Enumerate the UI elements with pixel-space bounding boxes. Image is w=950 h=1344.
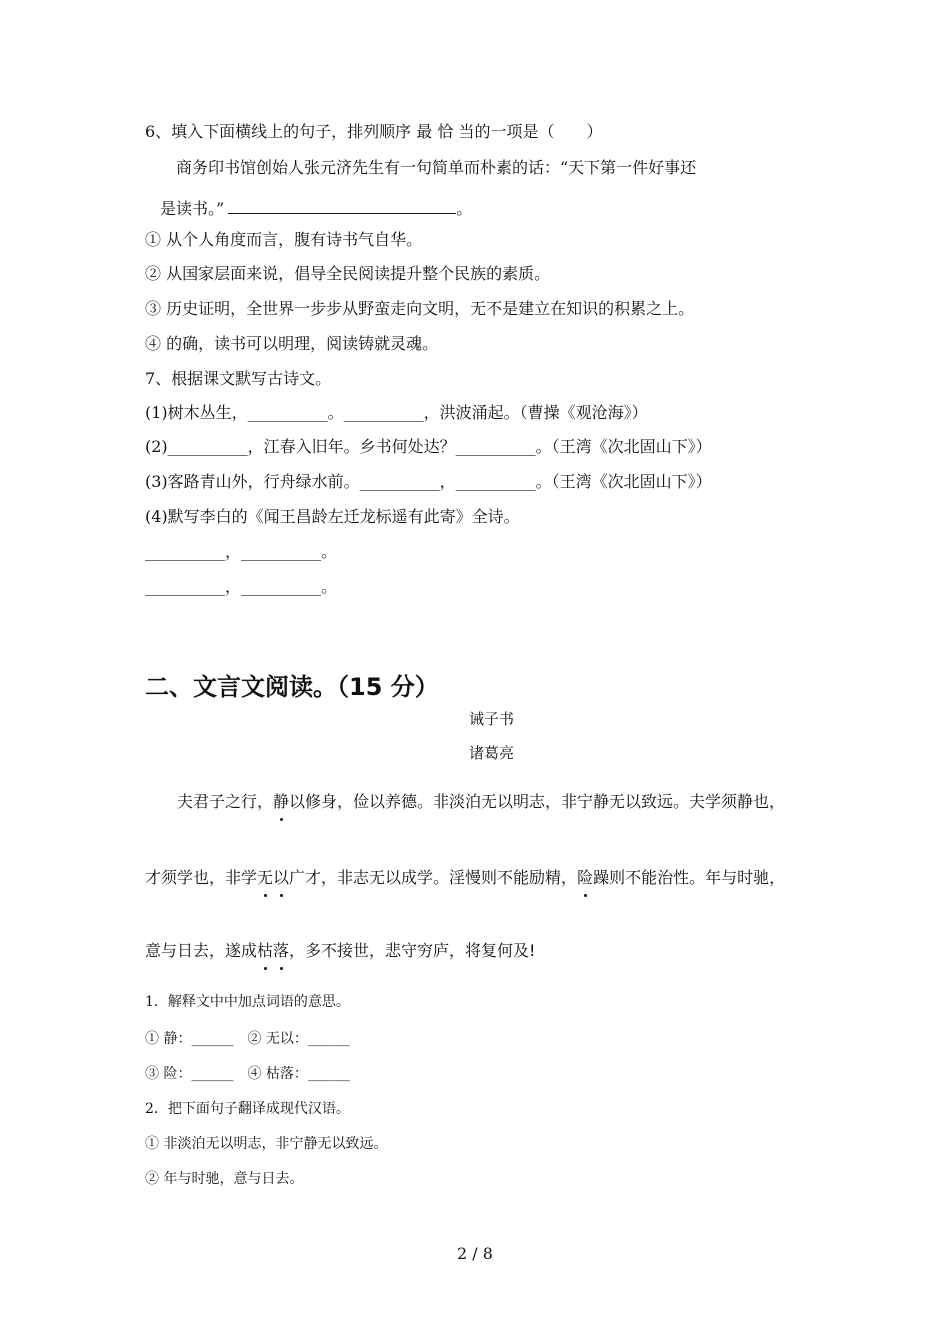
s2-question-1-line2: ③ 险：______ ④ 枯落：______ [145,1066,350,1082]
q7-item-1: (1)树木丛生，__________。__________，洪波涌起。（曹操《观沧海》） [145,403,648,422]
text-segment: 广才，非志无以成学。淫慢则不能励精， [289,868,578,887]
q7-item-2: (2)__________，江春入旧年。乡书何处达？__________。（王湾《次北固山下》） [145,437,712,456]
q7-item-4: (4)默写李白的《闻王昌龄左迁龙标遥有此寄》全诗。 [145,507,520,526]
article-paragraph-line3 [145,938,535,961]
section-heading: 二、文言文阅读。（15 分） [145,673,439,701]
q6-passage-line2 [160,197,472,220]
text-segment: 以修身，俭以养德。非淡泊无以明志，非宁静无以致远。夫学须静也， [289,792,786,811]
article-paragraph-line1 [177,789,785,812]
text-segment: 夫君子之行， [177,792,274,811]
text-segment: 躁则不能治性。年与时驰， [593,868,786,887]
s2-question-2-item-1: ① 非淡泊无以明志，非宁静无以致远。 [145,1136,388,1152]
text-segment: 才须学也，非学 [145,868,258,887]
dotted-word: 险 [577,865,593,888]
article-title: 诫子书 [468,710,514,728]
q6-title: 6、填入下面横线上的句子，排列顺序 最 恰 当的一项是（ ） [145,122,603,141]
dotted-word: 静 [273,789,289,812]
q6-answer-blank [228,197,456,214]
dotted-word: 无 [257,865,273,888]
article-author: 诸葛亮 [468,744,514,762]
s2-question-2: 2．把下面句子翻译成现代汉语。 [145,1101,350,1117]
q6-passage-line1: 商务印书馆创始人张元济先生有一句简单而朴素的话：“天下第一件好事还 [176,158,697,177]
q6-option-1: ① 从个人角度而言，腹有诗书气自华。 [145,230,423,249]
q7-poem-line-2: __________，__________。 [145,577,338,596]
q6-passage-text: 是读书。” [160,199,225,218]
q7-poem-line-1: __________，__________。 [145,542,338,561]
q6-option-3: ③ 历史证明，全世界一步步从野蛮走向文明，无不是建立在知识的积累之上。 [145,299,695,318]
dotted-word: 落 [273,938,289,961]
q6-option-2: ② 从国家层面来说，倡导全民阅读提升整个民族的素质。 [145,264,551,283]
q7-item-3: (3)客路青山外，行舟绿水前。__________，__________。（王湾《次北固山下》） [145,472,712,491]
page-number: 2 / 8 [457,1244,493,1263]
q7-title: 7、根据课文默写古诗文。 [145,369,332,388]
article-paragraph-line2 [145,865,785,888]
text-segment: 意与日去，遂成 [145,941,258,960]
dotted-word: 以 [273,865,289,888]
s2-question-1: 1．解释文中中加点词语的意思。 [145,994,350,1010]
q6-passage-end: 。 [456,199,473,218]
q6-option-4: ④ 的确，读书可以明理，阅读铸就灵魂。 [145,334,439,353]
s2-question-2-item-2: ② 年与时驰，意与日去。 [145,1171,304,1187]
text-segment: ，多不接世，悲守穷庐，将复何及! [289,941,536,960]
dotted-word: 枯 [257,938,273,961]
s2-question-1-line1: ① 静：______ ② 无以：______ [145,1031,350,1047]
